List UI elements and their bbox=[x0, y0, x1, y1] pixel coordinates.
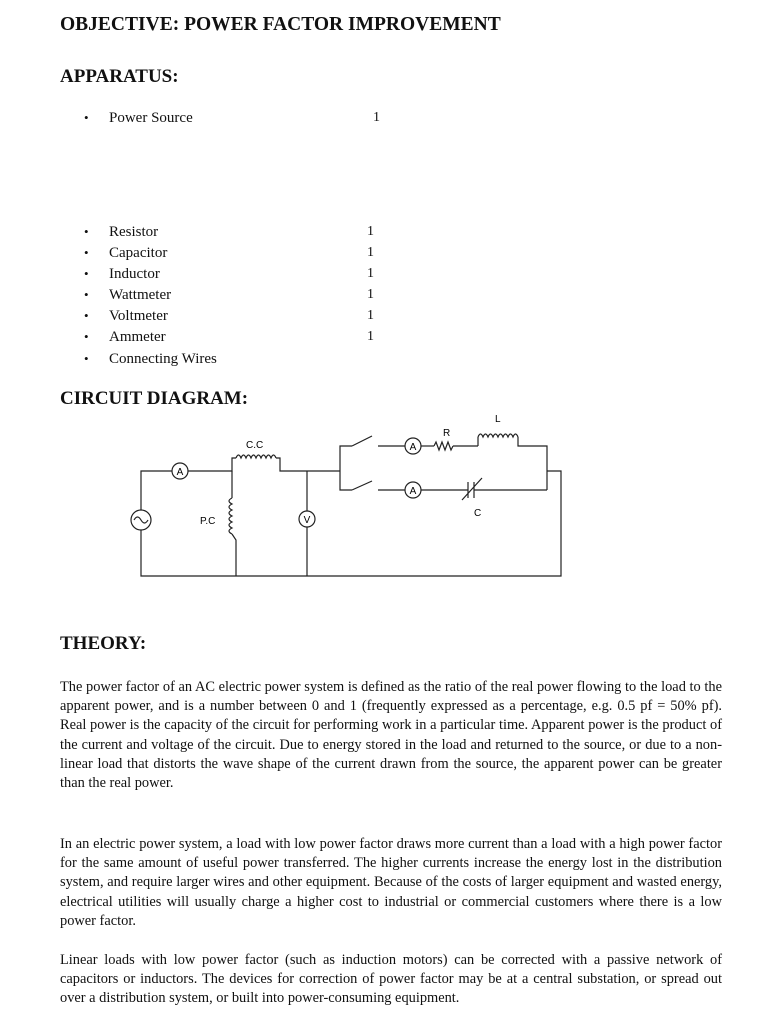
theory-paragraph: In an electric power system, a load with low power factor draws more current than a load with a high power factor for the same amount of useful power transferred. The higher currents increase the energy lost in the distribution system, and require larger wires and other equipment. Because of the costs of larger equipment and wasted energy, electrical utilities will usually charge a higher cost to industrial or commercial customers where there is a low power factor. bbox=[60, 836, 722, 929]
wire bbox=[276, 458, 340, 471]
bullet: • bbox=[84, 224, 89, 239]
resistor-label: R bbox=[443, 428, 451, 439]
ac-source-icon bbox=[131, 510, 151, 530]
apparatus-item-label: Wattmeter bbox=[109, 287, 172, 303]
ammeter-main bbox=[172, 463, 188, 479]
capacitor-label: C bbox=[474, 508, 482, 519]
apparatus-item-voltmeter bbox=[84, 306, 168, 326]
apparatus-item-capacitor bbox=[84, 243, 167, 263]
apparatus-item-label: Capacitor bbox=[109, 245, 168, 261]
theory-paragraph: The power factor of an AC electric power system is defined as the ratio of the real power flowing to the load to the apparent power, and is a number between 0 and 1 (frequently expressed as a percentage, e.g. 0.5 pf = 50% pf). Real power is the capacity of the circuit for performing work in a particular time. Apparent power is the product of the current and voltage of the circuit. Due to energy stored in the load and returned to the source, or due to a non-linear load that distorts the wave shape of the current drawn from the source, the apparent power can be greater than the real power. bbox=[60, 679, 722, 792]
ammeter-label: A bbox=[409, 486, 417, 497]
wire bbox=[340, 471, 352, 490]
wire bbox=[141, 471, 172, 510]
bullet: • bbox=[84, 110, 89, 125]
apparatus-item-label: Connecting Wires bbox=[109, 351, 217, 367]
circuit-diagram bbox=[130, 408, 570, 580]
pressure-coil-label: P.C bbox=[200, 516, 216, 527]
apparatus-qty: 1 bbox=[367, 224, 374, 239]
pressure-coil bbox=[229, 498, 232, 534]
current-coil bbox=[236, 455, 276, 458]
circuit-diagram-heading: CIRCUIT DIAGRAM: bbox=[60, 388, 249, 409]
apparatus-item-label: Voltmeter bbox=[109, 308, 168, 324]
objective-heading: OBJECTIVE: POWER FACTOR IMPROVEMENT bbox=[60, 14, 501, 35]
bullet: • bbox=[84, 287, 89, 302]
apparatus-item-label: Power Source bbox=[109, 110, 193, 126]
apparatus-item-inductor bbox=[84, 264, 160, 284]
apparatus-item-label: Ammeter bbox=[109, 329, 166, 345]
voltmeter-label: V bbox=[303, 515, 311, 526]
wire bbox=[232, 534, 236, 576]
voltmeter bbox=[299, 511, 315, 527]
apparatus-qty: 1 bbox=[367, 266, 374, 281]
apparatus-item-label: Inductor bbox=[109, 266, 160, 282]
apparatus-item-wattmeter bbox=[84, 285, 171, 305]
apparatus-heading: APPARATUS: bbox=[60, 66, 179, 87]
bullet: • bbox=[84, 351, 89, 366]
apparatus-qty: 1 bbox=[367, 308, 374, 323]
apparatus-qty: 1 bbox=[367, 287, 374, 302]
apparatus-item-ammeter bbox=[84, 327, 166, 347]
wire bbox=[340, 446, 352, 471]
bullet: • bbox=[84, 245, 89, 260]
ammeter-label: A bbox=[176, 467, 184, 478]
ammeter-label: A bbox=[409, 442, 417, 453]
resistor bbox=[434, 442, 453, 450]
switch bbox=[352, 481, 372, 490]
current-coil-label: C.C bbox=[246, 440, 264, 451]
ammeter-c-branch bbox=[405, 482, 421, 498]
ammeter-rl-branch bbox=[405, 438, 421, 454]
inductor-label: L bbox=[495, 414, 501, 425]
wire bbox=[188, 458, 236, 471]
apparatus-item-resistor bbox=[84, 222, 158, 242]
apparatus-item-power-source bbox=[84, 108, 193, 128]
bullet: • bbox=[84, 329, 89, 344]
bullet: • bbox=[84, 308, 89, 323]
bullet: • bbox=[84, 266, 89, 281]
apparatus-item-label: Resistor bbox=[109, 224, 159, 240]
switch bbox=[352, 436, 372, 446]
apparatus-qty: 1 bbox=[367, 329, 374, 344]
theory-heading: THEORY: bbox=[60, 633, 147, 654]
apparatus-item-connecting-wires bbox=[84, 349, 217, 369]
apparatus-qty: 1 bbox=[367, 245, 374, 260]
inductor bbox=[478, 434, 518, 437]
wire bbox=[518, 437, 547, 490]
capacitor bbox=[462, 478, 482, 500]
theory-paragraph: Linear loads with low power factor (such as induction motors) can be corrected with a passive network of capacitors or inductors. The devices for correction of power factor may be at a central substation, or spread out over a distribution system, or built into power-consuming equipment. bbox=[60, 952, 722, 1007]
apparatus-qty: 1 bbox=[373, 110, 380, 125]
